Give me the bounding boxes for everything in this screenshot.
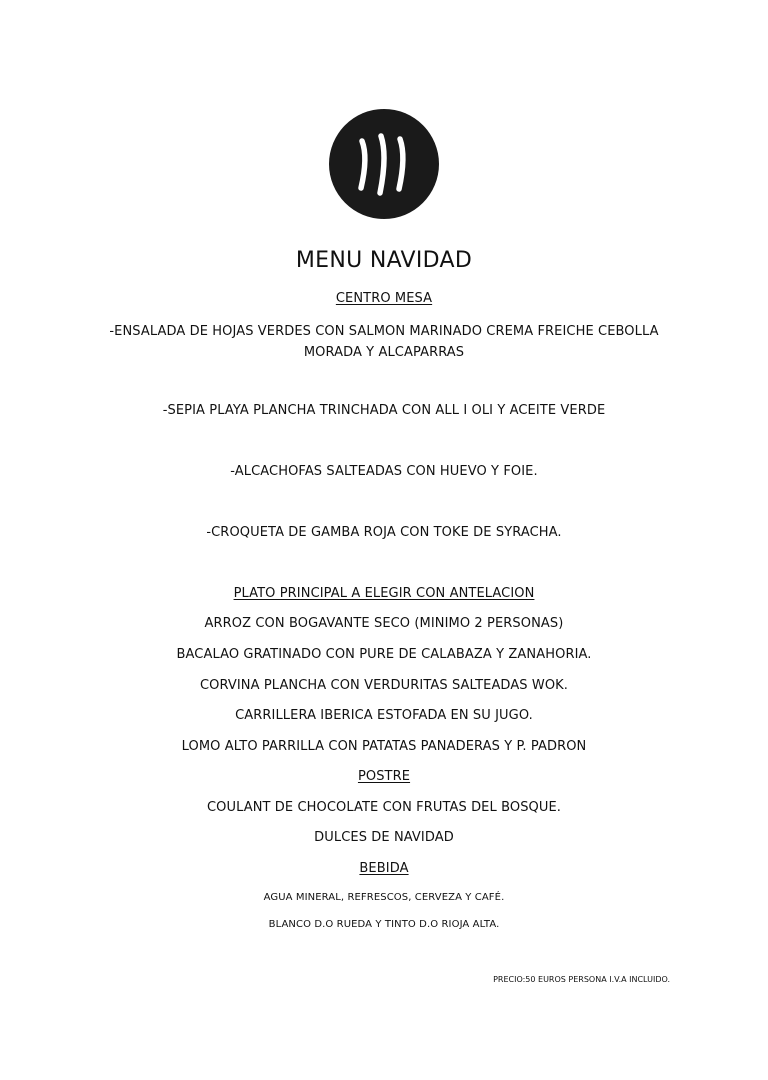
centro-mesa-item: -ALCACHOFAS SALTEADAS CON HUEVO Y FOIE.	[230, 464, 538, 479]
centro-mesa-item: -CROQUETA DE GAMBA ROJA CON TOKE DE SYRACHA.	[206, 525, 562, 540]
centro-mesa-item-line-2: MORADA Y ALCAPARRAS	[303, 345, 465, 360]
section-heading-postre: POSTRE	[357, 769, 411, 784]
plato-principal-item: CORVINA PLANCHA CON VERDURITAS SALTEADAS WOK.	[199, 678, 569, 693]
section-heading-centro-mesa: CENTRO MESA	[335, 291, 433, 306]
plato-principal-item: CARRILLERA IBERICA ESTOFADA EN SU JUGO.	[235, 708, 533, 723]
menu-title: MENU NAVIDAD	[295, 248, 473, 273]
section-heading-bebida: BEBIDA	[359, 861, 409, 876]
plato-principal-item: BACALAO GRATINADO CON PURE DE CALABAZA Y ZANAHORIA.	[176, 647, 592, 662]
postre-item: COULANT DE CHOCOLATE CON FRUTAS DEL BOSQUE.	[206, 800, 562, 815]
section-heading-plato-principal: PLATO PRINCIPAL A ELEGIR CON ANTELACION	[233, 586, 535, 601]
restaurant-logo	[329, 109, 439, 219]
bebida-item: AGUA MINERAL, REFRESCOS, CERVEZA Y CAFÉ.	[263, 892, 505, 903]
plato-principal-item: LOMO ALTO PARRILLA CON PATATAS PANADERAS Y P. PADRON	[181, 739, 587, 754]
postre-item: DULCES DE NAVIDAD	[314, 830, 454, 845]
plato-principal-item: ARROZ CON BOGAVANTE SECO (MINIMO 2 PERSONAS)	[204, 616, 564, 631]
bebida-item: BLANCO D.O RUEDA Y TINTO D.O RIOJA ALTA.	[268, 919, 500, 930]
centro-mesa-item-line-1: -ENSALADA DE HOJAS VERDES CON SALMON MARINADO CREMA FREICHE CEBOLLA	[109, 324, 659, 339]
centro-mesa-item: -SEPIA PLAYA PLANCHA TRINCHADA CON ALL I OLI Y ACEITE VERDE	[162, 403, 606, 418]
centro-mesa-item	[0, 321, 768, 363]
price-note: PRECIO:50 EUROS PERSONA I.V.A INCLUIDO.	[493, 975, 670, 984]
